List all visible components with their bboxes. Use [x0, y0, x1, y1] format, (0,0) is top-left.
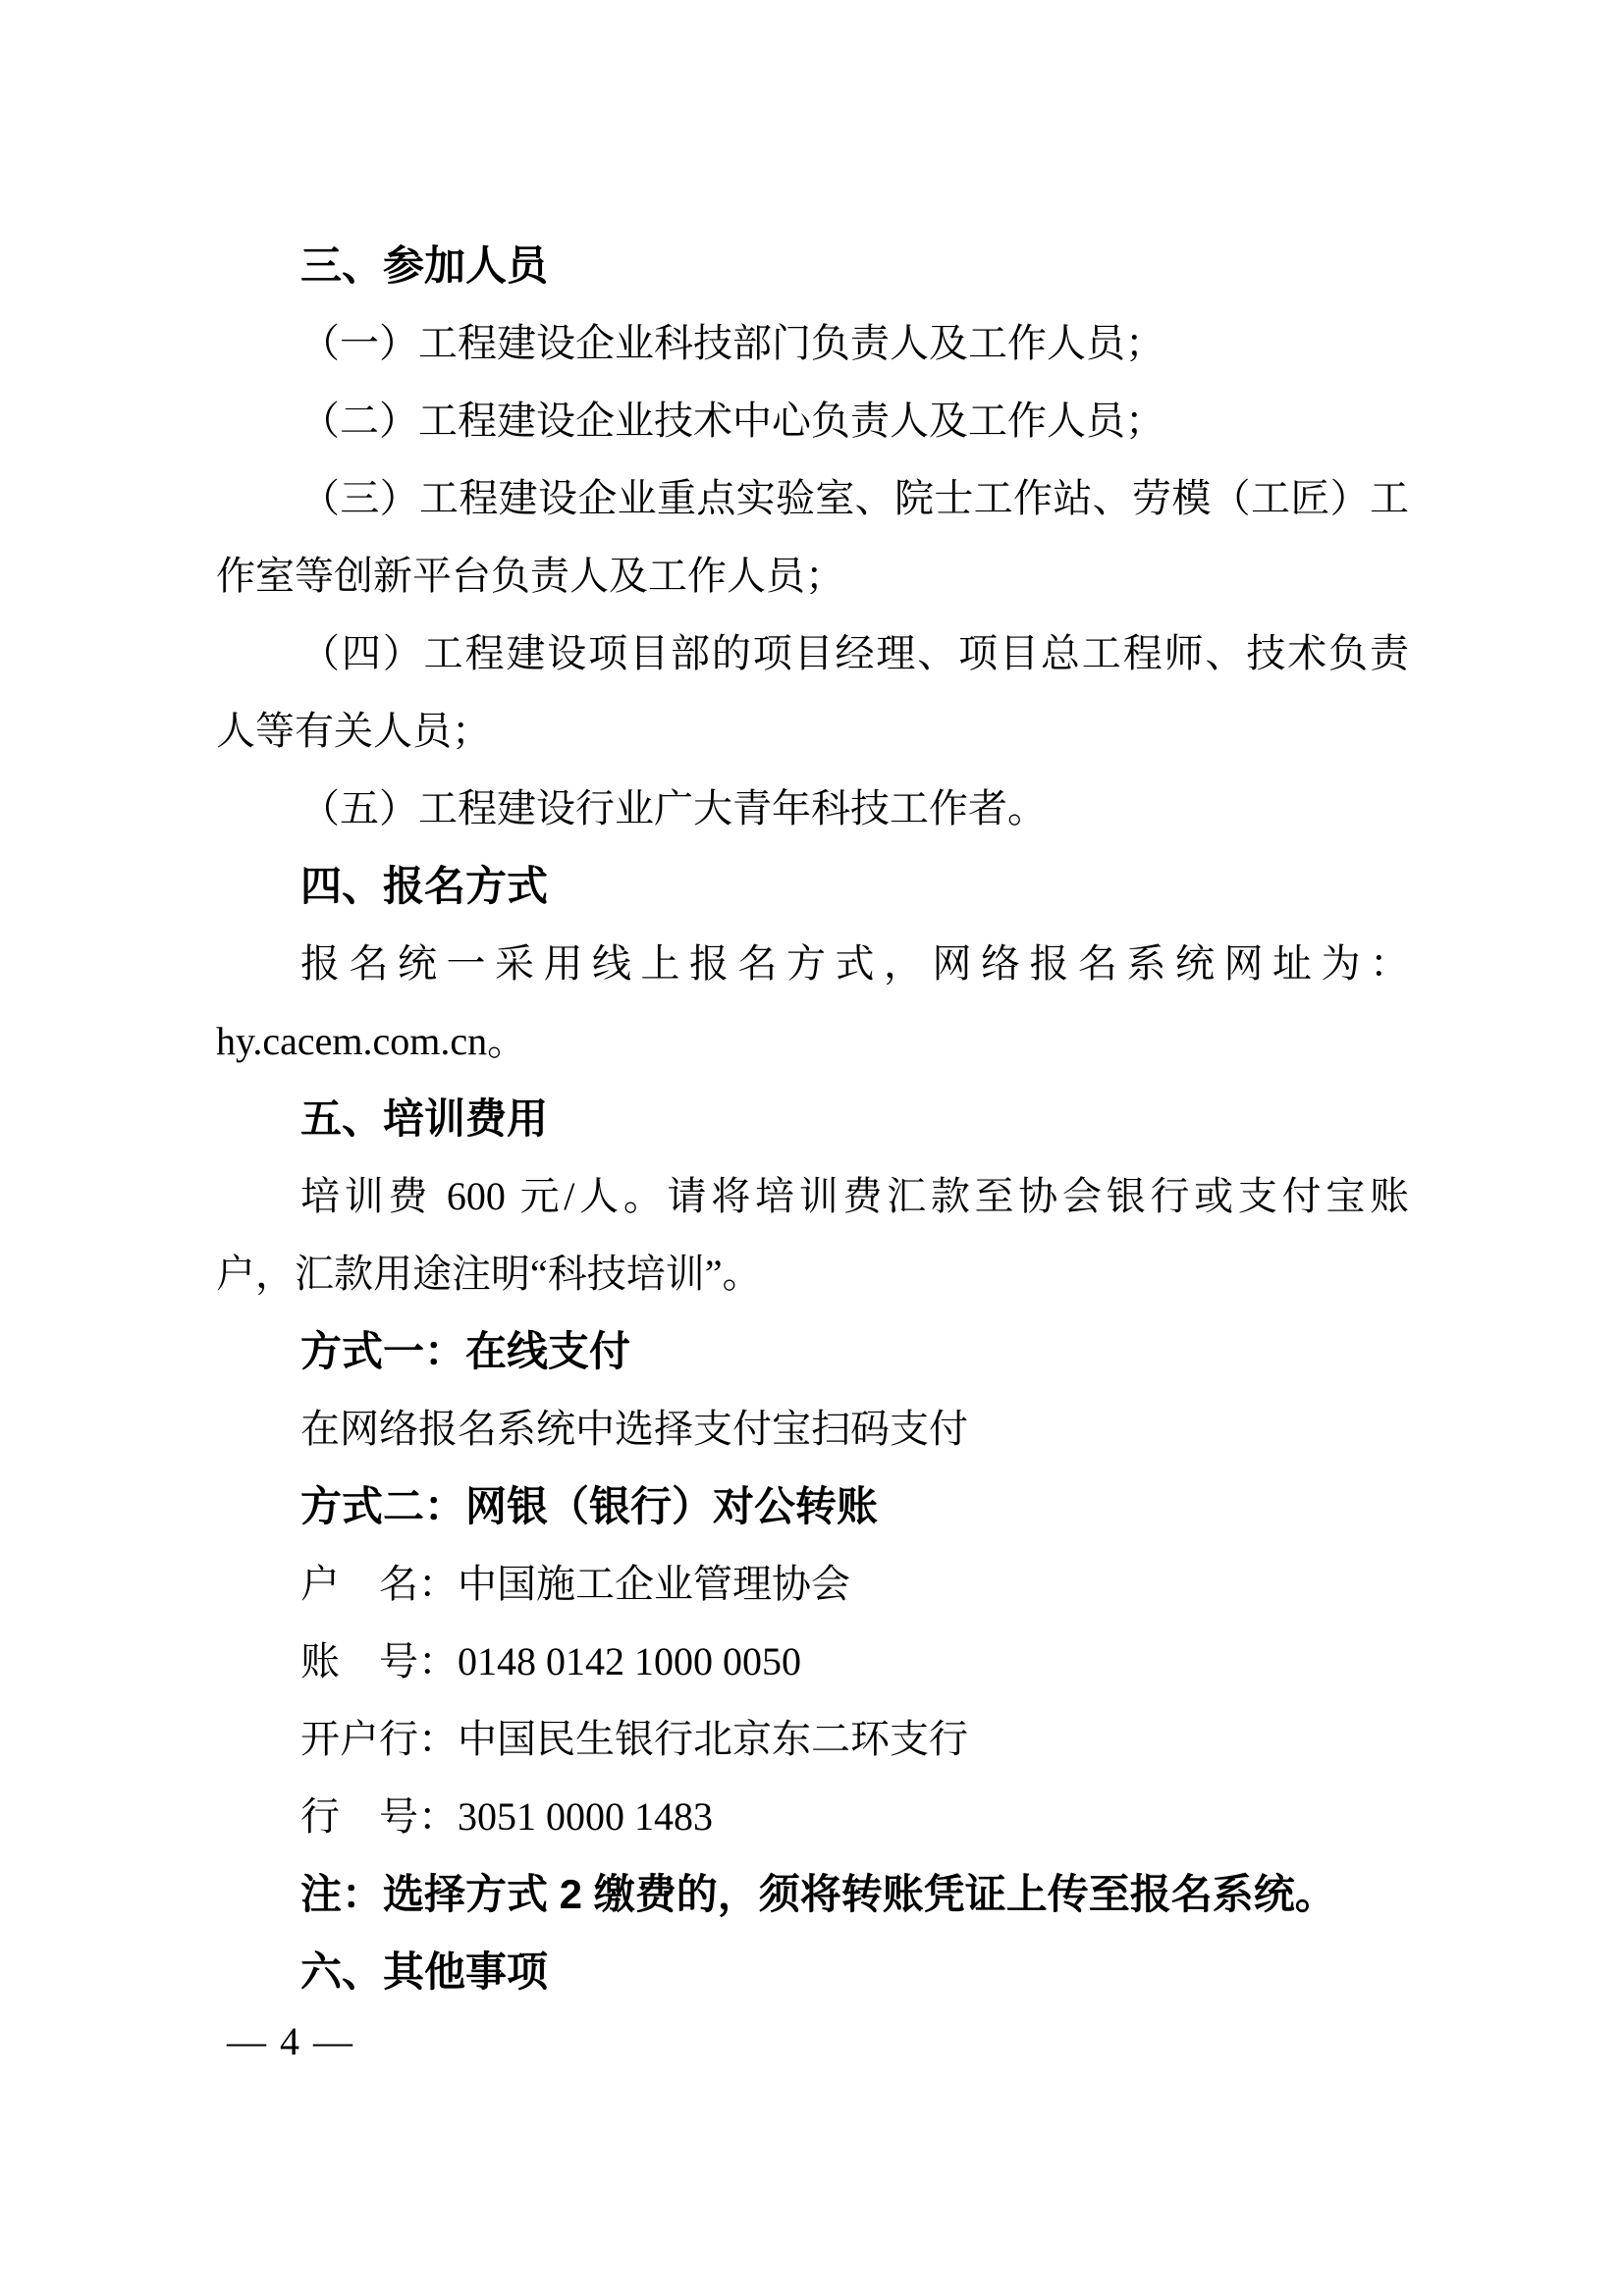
heading-line: 六、其他事项 — [300, 1949, 549, 1995]
page-number: — 4 — — [227, 2019, 354, 2063]
text-line: 培训费 600 元/人。请将培训费汇款至协会银行或支付宝账 — [300, 1174, 1409, 1218]
text-line: hy.cacem.com.cn。 — [216, 1019, 527, 1063]
text-line: 户，汇款用途注明“科技培训”。 — [216, 1252, 762, 1296]
text-line: 报名统一采用线上报名方式，网络报名系统网址为： — [300, 941, 1409, 986]
document-body — [216, 227, 1409, 2010]
text-line: （二）工程建设企业技术中心负责人及工作人员； — [300, 399, 1164, 443]
heading-line: 四、报名方式 — [300, 863, 549, 909]
text-line: （五）工程建设行业广大青年科技工作者。 — [300, 786, 1047, 830]
heading-line: 三、参加人员 — [300, 242, 549, 289]
text-line: 开户行：中国民生银行北京东二环支行 — [300, 1717, 968, 1761]
text-line: 人等有关人员； — [216, 709, 491, 753]
text-line: （三）工程建设企业重点实验室、院士工作站、劳模（工匠）工 — [300, 476, 1409, 520]
text-line: 账 号：0148 0142 1000 0050 — [300, 1639, 801, 1683]
heading-line: 注：选择方式 2 缴费的，须将转账凭证上传至报名系统。 — [300, 1871, 1336, 1917]
text-line: （四）工程建设项目部的项目经理、项目总工程师、技术负责 — [300, 631, 1409, 675]
heading-line: 方式二：网银（银行）对公转账 — [300, 1483, 879, 1529]
heading-line: 方式一：在线支付 — [300, 1328, 631, 1374]
text-line: （一）工程建设企业科技部门负责人及工作人员； — [300, 321, 1164, 365]
text-line: 户 名：中国施工企业管理协会 — [300, 1562, 850, 1606]
text-line: 行 号：3051 0000 1483 — [300, 1794, 713, 1839]
heading-line: 五、培训费用 — [300, 1095, 549, 1142]
text-line: 作室等创新平台负责人及工作人员； — [216, 554, 844, 598]
text-line: 在网络报名系统中选择支付宝扫码支付 — [300, 1407, 968, 1451]
